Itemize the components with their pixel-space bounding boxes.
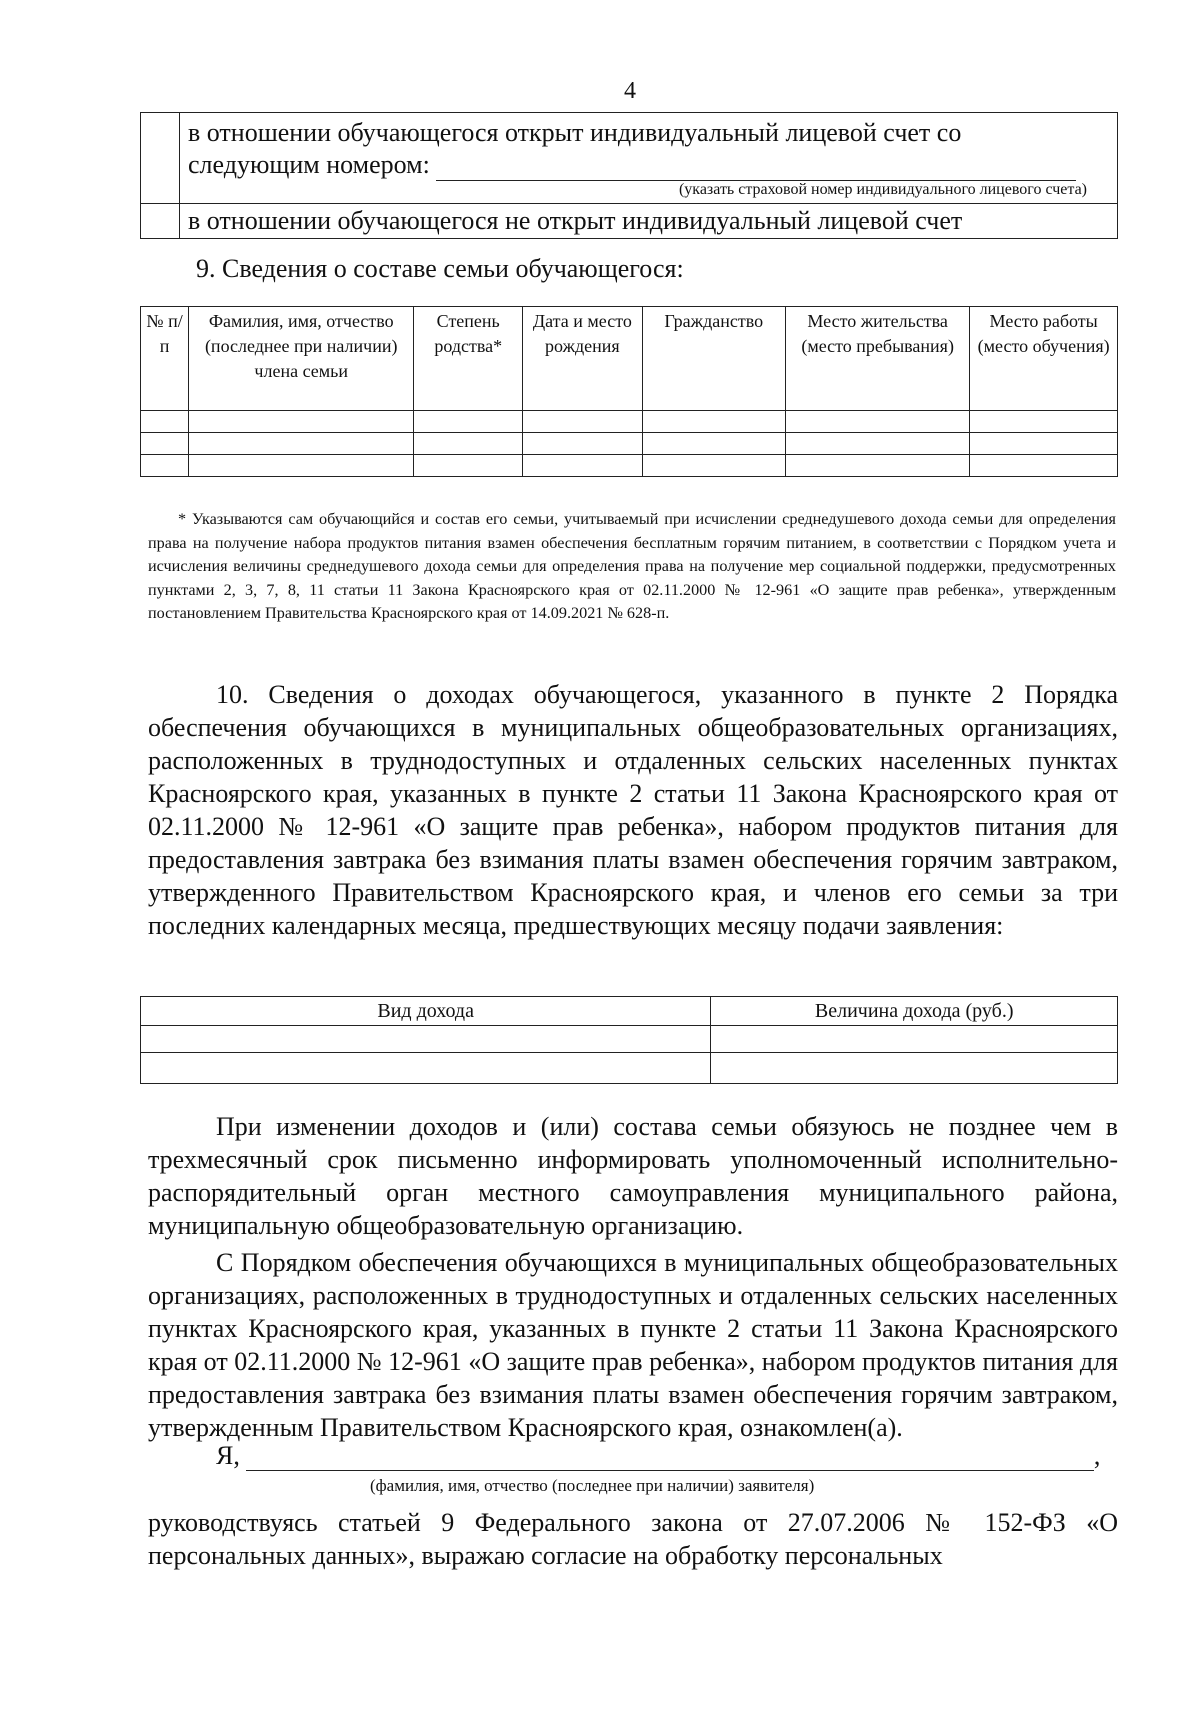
col-full-name: Фамилия, имя, отчество (последнее при наличии) члена семьи bbox=[189, 307, 414, 411]
table-cell[interactable] bbox=[189, 411, 414, 433]
table-cell[interactable] bbox=[414, 455, 523, 477]
table-cell[interactable] bbox=[141, 455, 189, 477]
col-number: № п/п bbox=[141, 307, 189, 411]
table-row bbox=[141, 411, 1118, 433]
account-open-text: в отношении обучающегося открыт индивидуальный лицевой счет со bbox=[188, 118, 962, 147]
income-table bbox=[140, 996, 1118, 1084]
account-not-open-text: в отношении обучающегося не открыт индивидуальный лицевой счет bbox=[188, 206, 963, 235]
table-row bbox=[141, 455, 1118, 477]
col-citizenship: Гражданство bbox=[642, 307, 785, 411]
col-residence: Место жительства (место пребывания) bbox=[786, 307, 970, 411]
account-open-option bbox=[180, 113, 1118, 204]
table-cell[interactable] bbox=[414, 433, 523, 455]
table-cell[interactable] bbox=[642, 455, 785, 477]
applicant-name-line bbox=[216, 1441, 1100, 1471]
order-acknowledgement-paragraph: С Порядком обеспечения обучающихся в муниципальных общеобразовательных организациях, расположенных в труднодоступных и отдаленных сельских населенных пунктах Красноярского края, указанных в пункте 2 статьи 11 Закона Красноярского края от 02.11.2000 № 12-961 «О защите прав ребенка», набором продуктов питания для предоставления завтрака без взимания платы взамен обеспечения горячим завтраком, утвержденным Правительством Красноярского края, ознакомлен(а). bbox=[148, 1248, 1118, 1442]
account-number-hint: (указать страховой номер индивидуального лицевого счета) bbox=[678, 181, 1087, 198]
table-cell[interactable] bbox=[523, 411, 642, 433]
table-cell[interactable] bbox=[786, 411, 970, 433]
family-composition-table bbox=[140, 306, 1118, 477]
col-workplace: Место работы (место обучения) bbox=[970, 307, 1118, 411]
table-cell[interactable] bbox=[141, 411, 189, 433]
table-cell[interactable] bbox=[523, 455, 642, 477]
table-cell[interactable] bbox=[642, 411, 785, 433]
table-cell[interactable] bbox=[970, 433, 1118, 455]
table-cell[interactable] bbox=[786, 433, 970, 455]
page-number: 4 bbox=[624, 78, 636, 104]
table-row bbox=[141, 1053, 1118, 1084]
section-9-heading: 9. Сведения о составе семьи обучающегося: bbox=[196, 254, 684, 283]
consent-paragraph: руководствуясь статьей 9 Федерального закона от 27.07.2006 № 152-ФЗ «О персональных данных», выражаю согласие на обработку персональных bbox=[148, 1508, 1118, 1570]
col-income-amount: Величина дохода (руб.) bbox=[711, 997, 1118, 1026]
table-cell[interactable] bbox=[414, 411, 523, 433]
table-cell[interactable] bbox=[189, 433, 414, 455]
col-income-type: Вид дохода bbox=[141, 997, 711, 1026]
table-cell[interactable] bbox=[141, 433, 189, 455]
account-open-checkbox[interactable] bbox=[141, 113, 180, 204]
table-cell[interactable] bbox=[141, 1026, 711, 1053]
footnote: * Указываются сам обучающийся и состав его семьи, учитываемый при исчислении среднедушевого дохода семьи для определения права на получение набора продуктов питания взамен обеспечения бесплатным горячим питанием, в соответствии с Порядком учета и исчисления величины среднедушевого дохода семьи для определения права на получение мер социальной поддержки, предусмотренных пунктами 2, 3, 7, 8, 11 статьи 11 Закона Красноярского края от 02.11.2000 № 12-961 «О защите прав ребенка», утвержденным постановлением Правительства Красноярского края от 14.09.2021 № 628-п. bbox=[148, 510, 1116, 622]
table-cell[interactable] bbox=[189, 455, 414, 477]
table-cell[interactable] bbox=[523, 433, 642, 455]
account-number-label: следующим номером: bbox=[188, 150, 430, 179]
table-cell[interactable] bbox=[970, 411, 1118, 433]
col-relationship: Степень родства* bbox=[414, 307, 523, 411]
table-cell[interactable] bbox=[711, 1026, 1118, 1053]
applicant-suffix: , bbox=[1093, 1441, 1101, 1470]
account-options-table bbox=[140, 112, 1118, 239]
applicant-prefix: Я, bbox=[216, 1441, 240, 1470]
table-cell[interactable] bbox=[141, 1053, 711, 1084]
section-10-text: 10. Сведения о доходах обучающегося, указанного в пункте 2 Порядка обеспечения обучающихся в муниципальных общеобразовательных организациях, расположенных в труднодоступных и отдаленных сельских населенных пунктах Красноярского края, указанных в пункте 2 статьи 11 Закона Красноярского края от 02.11.2000 № 12-961 «О защите прав ребенка», набором продуктов питания для предоставления завтрака без взимания платы взамен обеспечения горячим завтраком, утвержденного Правительством Красноярского края, и членов его семьи за три последних календарных месяца, предшествующих месяцу подачи заявления: bbox=[148, 680, 1118, 940]
table-cell[interactable] bbox=[786, 455, 970, 477]
table-cell[interactable] bbox=[711, 1053, 1118, 1084]
applicant-name-hint: (фамилия, имя, отчество (последнее при наличии) заявителя) bbox=[370, 1476, 815, 1495]
account-not-open-option bbox=[180, 204, 1118, 239]
col-birth: Дата и место рождения bbox=[523, 307, 642, 411]
table-row bbox=[141, 433, 1118, 455]
income-change-paragraph: При изменении доходов и (или) состава семьи обязуюсь не позднее чем в трехмесячный срок письменно информировать уполномоченный исполнительно-распорядительный орган местного самоуправления муниципального района, муниципальную общеобразовательную организацию. bbox=[148, 1112, 1118, 1240]
applicant-name-field[interactable] bbox=[246, 1446, 1094, 1471]
account-not-open-checkbox[interactable] bbox=[141, 204, 180, 239]
account-number-field[interactable] bbox=[436, 154, 1076, 181]
table-row bbox=[141, 1026, 1118, 1053]
table-cell[interactable] bbox=[970, 455, 1118, 477]
table-cell[interactable] bbox=[642, 433, 785, 455]
